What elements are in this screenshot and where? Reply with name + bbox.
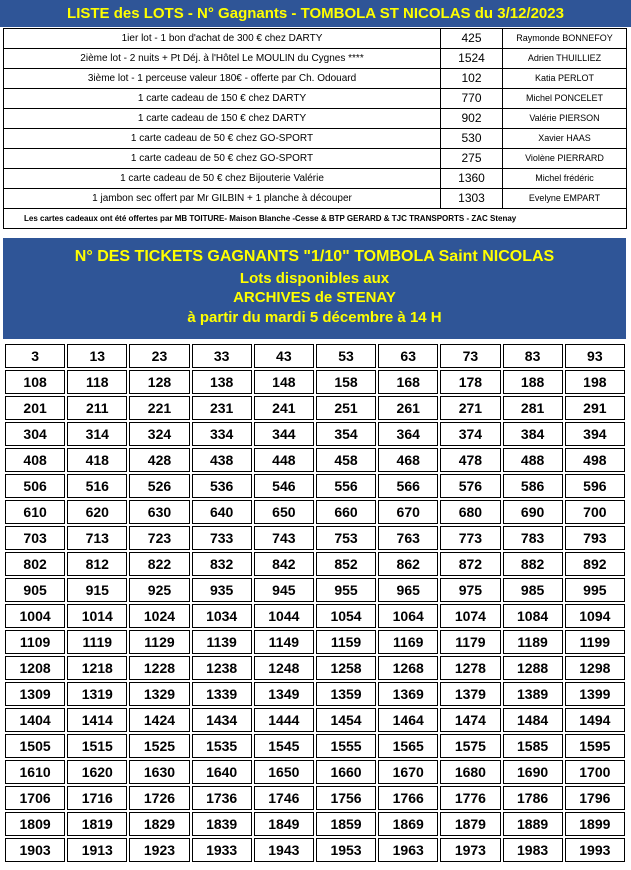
banner-availability: Lots disponibles aux xyxy=(239,270,390,287)
ticket-number-cell: 188 xyxy=(503,370,563,394)
ticket-number-cell: 650 xyxy=(254,500,314,524)
lot-winner-name: Adrien THUILLIEZ xyxy=(503,49,627,69)
ticket-number-cell: 1535 xyxy=(192,734,252,758)
lot-winner-name: Xavier HAAS xyxy=(503,129,627,149)
ticket-number-cell: 1014 xyxy=(67,604,127,628)
lot-row xyxy=(4,29,627,49)
ticket-number-cell: 1218 xyxy=(67,656,127,680)
ticket-number-cell: 1189 xyxy=(503,630,563,654)
ticket-number-cell: 1339 xyxy=(192,682,252,706)
ticket-number-cell: 1726 xyxy=(129,786,189,810)
ticket-number-cell: 148 xyxy=(254,370,314,394)
lot-description: 1 carte cadeau de 50 € chez GO-SPORT xyxy=(4,149,441,169)
ticket-number-cell: 1796 xyxy=(565,786,625,810)
lot-winner-name: Raymonde BONNEFOY xyxy=(503,29,627,49)
ticket-number-cell: 743 xyxy=(254,526,314,550)
ticket-number-cell: 1630 xyxy=(129,760,189,784)
ticket-number-cell: 1889 xyxy=(503,812,563,836)
ticket-number-cell: 1525 xyxy=(129,734,189,758)
ticket-number-cell: 83 xyxy=(503,344,563,368)
ticket-number-cell: 448 xyxy=(254,448,314,472)
ticket-number-cell: 1859 xyxy=(316,812,376,836)
ticket-number-cell: 1179 xyxy=(440,630,500,654)
ticket-number-cell: 3 xyxy=(5,344,65,368)
lot-ticket-number: 275 xyxy=(441,149,503,169)
ticket-number-cell: 1706 xyxy=(5,786,65,810)
ticket-number-cell: 995 xyxy=(565,578,625,602)
ticket-number-cell: 1849 xyxy=(254,812,314,836)
ticket-number-cell: 1258 xyxy=(316,656,376,680)
lot-winner-name: Valérie PIERSON xyxy=(503,109,627,129)
ticket-number-cell: 1746 xyxy=(254,786,314,810)
ticket-number-cell: 304 xyxy=(5,422,65,446)
ticket-number-cell: 842 xyxy=(254,552,314,576)
ticket-number-cell: 546 xyxy=(254,474,314,498)
ticket-row xyxy=(5,552,625,576)
winning-tickets-grid xyxy=(3,342,627,864)
ticket-number-cell: 291 xyxy=(565,396,625,420)
ticket-number-cell: 1399 xyxy=(565,682,625,706)
ticket-number-cell: 488 xyxy=(503,448,563,472)
ticket-number-cell: 822 xyxy=(129,552,189,576)
lot-description: 1 carte cadeau de 150 € chez DARTY xyxy=(4,89,441,109)
ticket-number-cell: 1359 xyxy=(316,682,376,706)
ticket-number-cell: 1474 xyxy=(440,708,500,732)
lot-winner-name: Michel PONCELET xyxy=(503,89,627,109)
lot-ticket-number: 902 xyxy=(441,109,503,129)
ticket-number-cell: 680 xyxy=(440,500,500,524)
ticket-number-cell: 1963 xyxy=(378,838,438,862)
ticket-number-cell: 344 xyxy=(254,422,314,446)
ticket-row xyxy=(5,656,625,680)
ticket-number-cell: 1298 xyxy=(565,656,625,680)
ticket-number-cell: 1034 xyxy=(192,604,252,628)
ticket-number-cell: 1933 xyxy=(192,838,252,862)
ticket-number-cell: 1149 xyxy=(254,630,314,654)
banner-location: ARCHIVES de STENAY xyxy=(233,289,396,306)
ticket-number-cell: 556 xyxy=(316,474,376,498)
ticket-row xyxy=(5,370,625,394)
ticket-number-cell: 1776 xyxy=(440,786,500,810)
ticket-number-cell: 1484 xyxy=(503,708,563,732)
ticket-number-cell: 1238 xyxy=(192,656,252,680)
ticket-number-cell: 1309 xyxy=(5,682,65,706)
ticket-number-cell: 428 xyxy=(129,448,189,472)
ticket-number-cell: 965 xyxy=(378,578,438,602)
ticket-number-cell: 1094 xyxy=(565,604,625,628)
ticket-number-cell: 118 xyxy=(67,370,127,394)
ticket-number-cell: 872 xyxy=(440,552,500,576)
ticket-number-cell: 783 xyxy=(503,526,563,550)
lot-row xyxy=(4,169,627,189)
ticket-number-cell: 1044 xyxy=(254,604,314,628)
ticket-number-cell: 1024 xyxy=(129,604,189,628)
ticket-number-cell: 128 xyxy=(129,370,189,394)
ticket-row xyxy=(5,422,625,446)
ticket-number-cell: 1680 xyxy=(440,760,500,784)
ticket-number-cell: 1064 xyxy=(378,604,438,628)
ticket-number-cell: 138 xyxy=(192,370,252,394)
ticket-number-cell: 1973 xyxy=(440,838,500,862)
ticket-number-cell: 241 xyxy=(254,396,314,420)
ticket-number-cell: 1610 xyxy=(5,760,65,784)
ticket-number-cell: 1494 xyxy=(565,708,625,732)
ticket-number-cell: 1913 xyxy=(67,838,127,862)
lot-ticket-number: 1524 xyxy=(441,49,503,69)
lot-description: 1 carte cadeau de 50 € chez GO-SPORT xyxy=(4,129,441,149)
ticket-number-cell: 334 xyxy=(192,422,252,446)
lot-description: 1 carte cadeau de 50 € chez Bijouterie Valérie xyxy=(4,169,441,189)
ticket-number-cell: 1505 xyxy=(5,734,65,758)
sponsors-row xyxy=(4,209,627,229)
ticket-number-cell: 1670 xyxy=(378,760,438,784)
ticket-number-cell: 1650 xyxy=(254,760,314,784)
ticket-number-cell: 723 xyxy=(129,526,189,550)
ticket-number-cell: 640 xyxy=(192,500,252,524)
ticket-number-cell: 1953 xyxy=(316,838,376,862)
ticket-number-cell: 281 xyxy=(503,396,563,420)
winning-tickets-banner xyxy=(3,238,626,339)
ticket-number-cell: 1288 xyxy=(503,656,563,680)
ticket-number-cell: 158 xyxy=(316,370,376,394)
ticket-number-cell: 862 xyxy=(378,552,438,576)
ticket-number-cell: 1454 xyxy=(316,708,376,732)
lot-description: 1 carte cadeau de 150 € chez DARTY xyxy=(4,109,441,129)
ticket-number-cell: 610 xyxy=(5,500,65,524)
ticket-number-cell: 314 xyxy=(67,422,127,446)
ticket-number-cell: 33 xyxy=(192,344,252,368)
lot-row xyxy=(4,109,627,129)
ticket-number-cell: 596 xyxy=(565,474,625,498)
lot-ticket-number: 1303 xyxy=(441,189,503,209)
ticket-number-cell: 458 xyxy=(316,448,376,472)
ticket-number-cell: 1434 xyxy=(192,708,252,732)
ticket-number-cell: 178 xyxy=(440,370,500,394)
ticket-number-cell: 713 xyxy=(67,526,127,550)
lot-ticket-number: 1360 xyxy=(441,169,503,189)
ticket-number-cell: 566 xyxy=(378,474,438,498)
ticket-number-cell: 1879 xyxy=(440,812,500,836)
ticket-number-cell: 198 xyxy=(565,370,625,394)
ticket-row xyxy=(5,682,625,706)
ticket-row xyxy=(5,448,625,472)
ticket-number-cell: 1414 xyxy=(67,708,127,732)
ticket-number-cell: 384 xyxy=(503,422,563,446)
ticket-number-cell: 271 xyxy=(440,396,500,420)
ticket-number-cell: 690 xyxy=(503,500,563,524)
ticket-number-cell: 1129 xyxy=(129,630,189,654)
lot-row xyxy=(4,49,627,69)
ticket-number-cell: 905 xyxy=(5,578,65,602)
ticket-row xyxy=(5,344,625,368)
banner-date: à partir du mardi 5 décembre à 14 H xyxy=(187,309,442,326)
ticket-number-cell: 1169 xyxy=(378,630,438,654)
ticket-row xyxy=(5,396,625,420)
lots-table-body xyxy=(4,29,627,229)
ticket-number-cell: 53 xyxy=(316,344,376,368)
ticket-number-cell: 763 xyxy=(378,526,438,550)
ticket-number-cell: 261 xyxy=(378,396,438,420)
ticket-number-cell: 703 xyxy=(5,526,65,550)
ticket-number-cell: 802 xyxy=(5,552,65,576)
ticket-number-cell: 1444 xyxy=(254,708,314,732)
ticket-number-cell: 1515 xyxy=(67,734,127,758)
page-title: LISTE des LOTS - N° Gagnants - TOMBOLA ST NICOLAS du 3/12/2023 xyxy=(0,0,631,27)
ticket-number-cell: 221 xyxy=(129,396,189,420)
ticket-number-cell: 1228 xyxy=(129,656,189,680)
ticket-number-cell: 670 xyxy=(378,500,438,524)
ticket-number-cell: 251 xyxy=(316,396,376,420)
ticket-row xyxy=(5,786,625,810)
ticket-number-cell: 1054 xyxy=(316,604,376,628)
ticket-number-cell: 516 xyxy=(67,474,127,498)
ticket-number-cell: 364 xyxy=(378,422,438,446)
lot-description: 3ième lot - 1 perceuse valeur 180€ - offerte par Ch. Odouard xyxy=(4,69,441,89)
ticket-number-cell: 1690 xyxy=(503,760,563,784)
ticket-number-cell: 408 xyxy=(5,448,65,472)
ticket-number-cell: 915 xyxy=(67,578,127,602)
lot-row xyxy=(4,129,627,149)
ticket-number-cell: 438 xyxy=(192,448,252,472)
ticket-number-cell: 1700 xyxy=(565,760,625,784)
ticket-row xyxy=(5,760,625,784)
ticket-number-cell: 374 xyxy=(440,422,500,446)
ticket-number-cell: 955 xyxy=(316,578,376,602)
lots-table xyxy=(3,28,627,229)
ticket-number-cell: 1899 xyxy=(565,812,625,836)
ticket-number-cell: 1839 xyxy=(192,812,252,836)
lot-description: 1ier lot - 1 bon d'achat de 300 € chez DARTY xyxy=(4,29,441,49)
ticket-number-cell: 1640 xyxy=(192,760,252,784)
ticket-number-cell: 1923 xyxy=(129,838,189,862)
ticket-number-cell: 975 xyxy=(440,578,500,602)
ticket-number-cell: 812 xyxy=(67,552,127,576)
ticket-row xyxy=(5,474,625,498)
banner-heading: N° DES TICKETS GAGNANTS "1/10" TOMBOLA Saint NICOLAS xyxy=(74,248,555,265)
ticket-number-cell: 1379 xyxy=(440,682,500,706)
ticket-number-cell: 620 xyxy=(67,500,127,524)
ticket-number-cell: 1268 xyxy=(378,656,438,680)
ticket-number-cell: 394 xyxy=(565,422,625,446)
ticket-number-cell: 324 xyxy=(129,422,189,446)
ticket-number-cell: 1943 xyxy=(254,838,314,862)
ticket-number-cell: 1139 xyxy=(192,630,252,654)
ticket-number-cell: 892 xyxy=(565,552,625,576)
lot-row xyxy=(4,89,627,109)
lot-row xyxy=(4,69,627,89)
lot-winner-name: Michel frédéric xyxy=(503,169,627,189)
ticket-number-cell: 1716 xyxy=(67,786,127,810)
ticket-number-cell: 23 xyxy=(129,344,189,368)
ticket-number-cell: 1464 xyxy=(378,708,438,732)
ticket-number-cell: 660 xyxy=(316,500,376,524)
ticket-number-cell: 1756 xyxy=(316,786,376,810)
ticket-number-cell: 1404 xyxy=(5,708,65,732)
lot-ticket-number: 530 xyxy=(441,129,503,149)
ticket-number-cell: 1369 xyxy=(378,682,438,706)
sponsors-note: Les cartes cadeaux ont été offertes par MB TOITURE- Maison Blanche -Cesse & BTP GERARD & TJC TRANSPORTS - ZAC Stenay xyxy=(4,209,627,229)
ticket-row xyxy=(5,812,625,836)
ticket-number-cell: 1736 xyxy=(192,786,252,810)
ticket-number-cell: 201 xyxy=(5,396,65,420)
ticket-number-cell: 1545 xyxy=(254,734,314,758)
ticket-number-cell: 576 xyxy=(440,474,500,498)
lot-row xyxy=(4,189,627,209)
ticket-number-cell: 93 xyxy=(565,344,625,368)
ticket-number-cell: 63 xyxy=(378,344,438,368)
lot-ticket-number: 770 xyxy=(441,89,503,109)
ticket-number-cell: 753 xyxy=(316,526,376,550)
ticket-number-cell: 1424 xyxy=(129,708,189,732)
winning-tickets-grid-body xyxy=(5,344,625,862)
ticket-number-cell: 1278 xyxy=(440,656,500,680)
ticket-row xyxy=(5,578,625,602)
ticket-number-cell: 1809 xyxy=(5,812,65,836)
ticket-number-cell: 832 xyxy=(192,552,252,576)
ticket-number-cell: 1329 xyxy=(129,682,189,706)
ticket-number-cell: 1159 xyxy=(316,630,376,654)
ticket-number-cell: 1660 xyxy=(316,760,376,784)
ticket-number-cell: 1575 xyxy=(440,734,500,758)
ticket-number-cell: 1555 xyxy=(316,734,376,758)
lot-description: 1 jambon sec offert par Mr GILBIN + 1 planche à découper xyxy=(4,189,441,209)
lot-winner-name: Evelyne EMPART xyxy=(503,189,627,209)
ticket-number-cell: 1620 xyxy=(67,760,127,784)
ticket-number-cell: 418 xyxy=(67,448,127,472)
ticket-number-cell: 1208 xyxy=(5,656,65,680)
ticket-number-cell: 733 xyxy=(192,526,252,550)
ticket-number-cell: 536 xyxy=(192,474,252,498)
ticket-number-cell: 1349 xyxy=(254,682,314,706)
ticket-number-cell: 1109 xyxy=(5,630,65,654)
ticket-number-cell: 985 xyxy=(503,578,563,602)
ticket-number-cell: 882 xyxy=(503,552,563,576)
ticket-number-cell: 468 xyxy=(378,448,438,472)
ticket-number-cell: 1766 xyxy=(378,786,438,810)
ticket-number-cell: 925 xyxy=(129,578,189,602)
lot-description: 2ième lot - 2 nuits + Pt Déj. à l'Hôtel Le MOULIN du Cygnes **** xyxy=(4,49,441,69)
ticket-number-cell: 1084 xyxy=(503,604,563,628)
ticket-row xyxy=(5,630,625,654)
lot-row xyxy=(4,149,627,169)
ticket-number-cell: 231 xyxy=(192,396,252,420)
ticket-number-cell: 1869 xyxy=(378,812,438,836)
ticket-number-cell: 1199 xyxy=(565,630,625,654)
lot-winner-name: Katia PERLOT xyxy=(503,69,627,89)
ticket-number-cell: 1119 xyxy=(67,630,127,654)
ticket-number-cell: 526 xyxy=(129,474,189,498)
ticket-number-cell: 1993 xyxy=(565,838,625,862)
ticket-number-cell: 13 xyxy=(67,344,127,368)
ticket-row xyxy=(5,526,625,550)
ticket-number-cell: 73 xyxy=(440,344,500,368)
ticket-number-cell: 168 xyxy=(378,370,438,394)
ticket-row xyxy=(5,734,625,758)
ticket-number-cell: 586 xyxy=(503,474,563,498)
ticket-number-cell: 498 xyxy=(565,448,625,472)
lot-ticket-number: 102 xyxy=(441,69,503,89)
ticket-number-cell: 1829 xyxy=(129,812,189,836)
ticket-number-cell: 354 xyxy=(316,422,376,446)
ticket-number-cell: 1585 xyxy=(503,734,563,758)
ticket-row xyxy=(5,838,625,862)
ticket-number-cell: 108 xyxy=(5,370,65,394)
ticket-number-cell: 1319 xyxy=(67,682,127,706)
ticket-number-cell: 793 xyxy=(565,526,625,550)
lot-ticket-number: 425 xyxy=(441,29,503,49)
ticket-number-cell: 1004 xyxy=(5,604,65,628)
ticket-number-cell: 773 xyxy=(440,526,500,550)
ticket-number-cell: 935 xyxy=(192,578,252,602)
ticket-number-cell: 1819 xyxy=(67,812,127,836)
ticket-row xyxy=(5,604,625,628)
ticket-number-cell: 1074 xyxy=(440,604,500,628)
ticket-number-cell: 478 xyxy=(440,448,500,472)
ticket-number-cell: 630 xyxy=(129,500,189,524)
ticket-number-cell: 700 xyxy=(565,500,625,524)
lot-winner-name: Violène PIERRARD xyxy=(503,149,627,169)
ticket-number-cell: 1903 xyxy=(5,838,65,862)
ticket-number-cell: 945 xyxy=(254,578,314,602)
ticket-row xyxy=(5,500,625,524)
ticket-number-cell: 1565 xyxy=(378,734,438,758)
ticket-number-cell: 43 xyxy=(254,344,314,368)
ticket-number-cell: 852 xyxy=(316,552,376,576)
ticket-number-cell: 211 xyxy=(67,396,127,420)
ticket-number-cell: 1595 xyxy=(565,734,625,758)
ticket-number-cell: 1389 xyxy=(503,682,563,706)
ticket-number-cell: 1786 xyxy=(503,786,563,810)
ticket-number-cell: 1248 xyxy=(254,656,314,680)
ticket-row xyxy=(5,708,625,732)
ticket-number-cell: 1983 xyxy=(503,838,563,862)
ticket-number-cell: 506 xyxy=(5,474,65,498)
